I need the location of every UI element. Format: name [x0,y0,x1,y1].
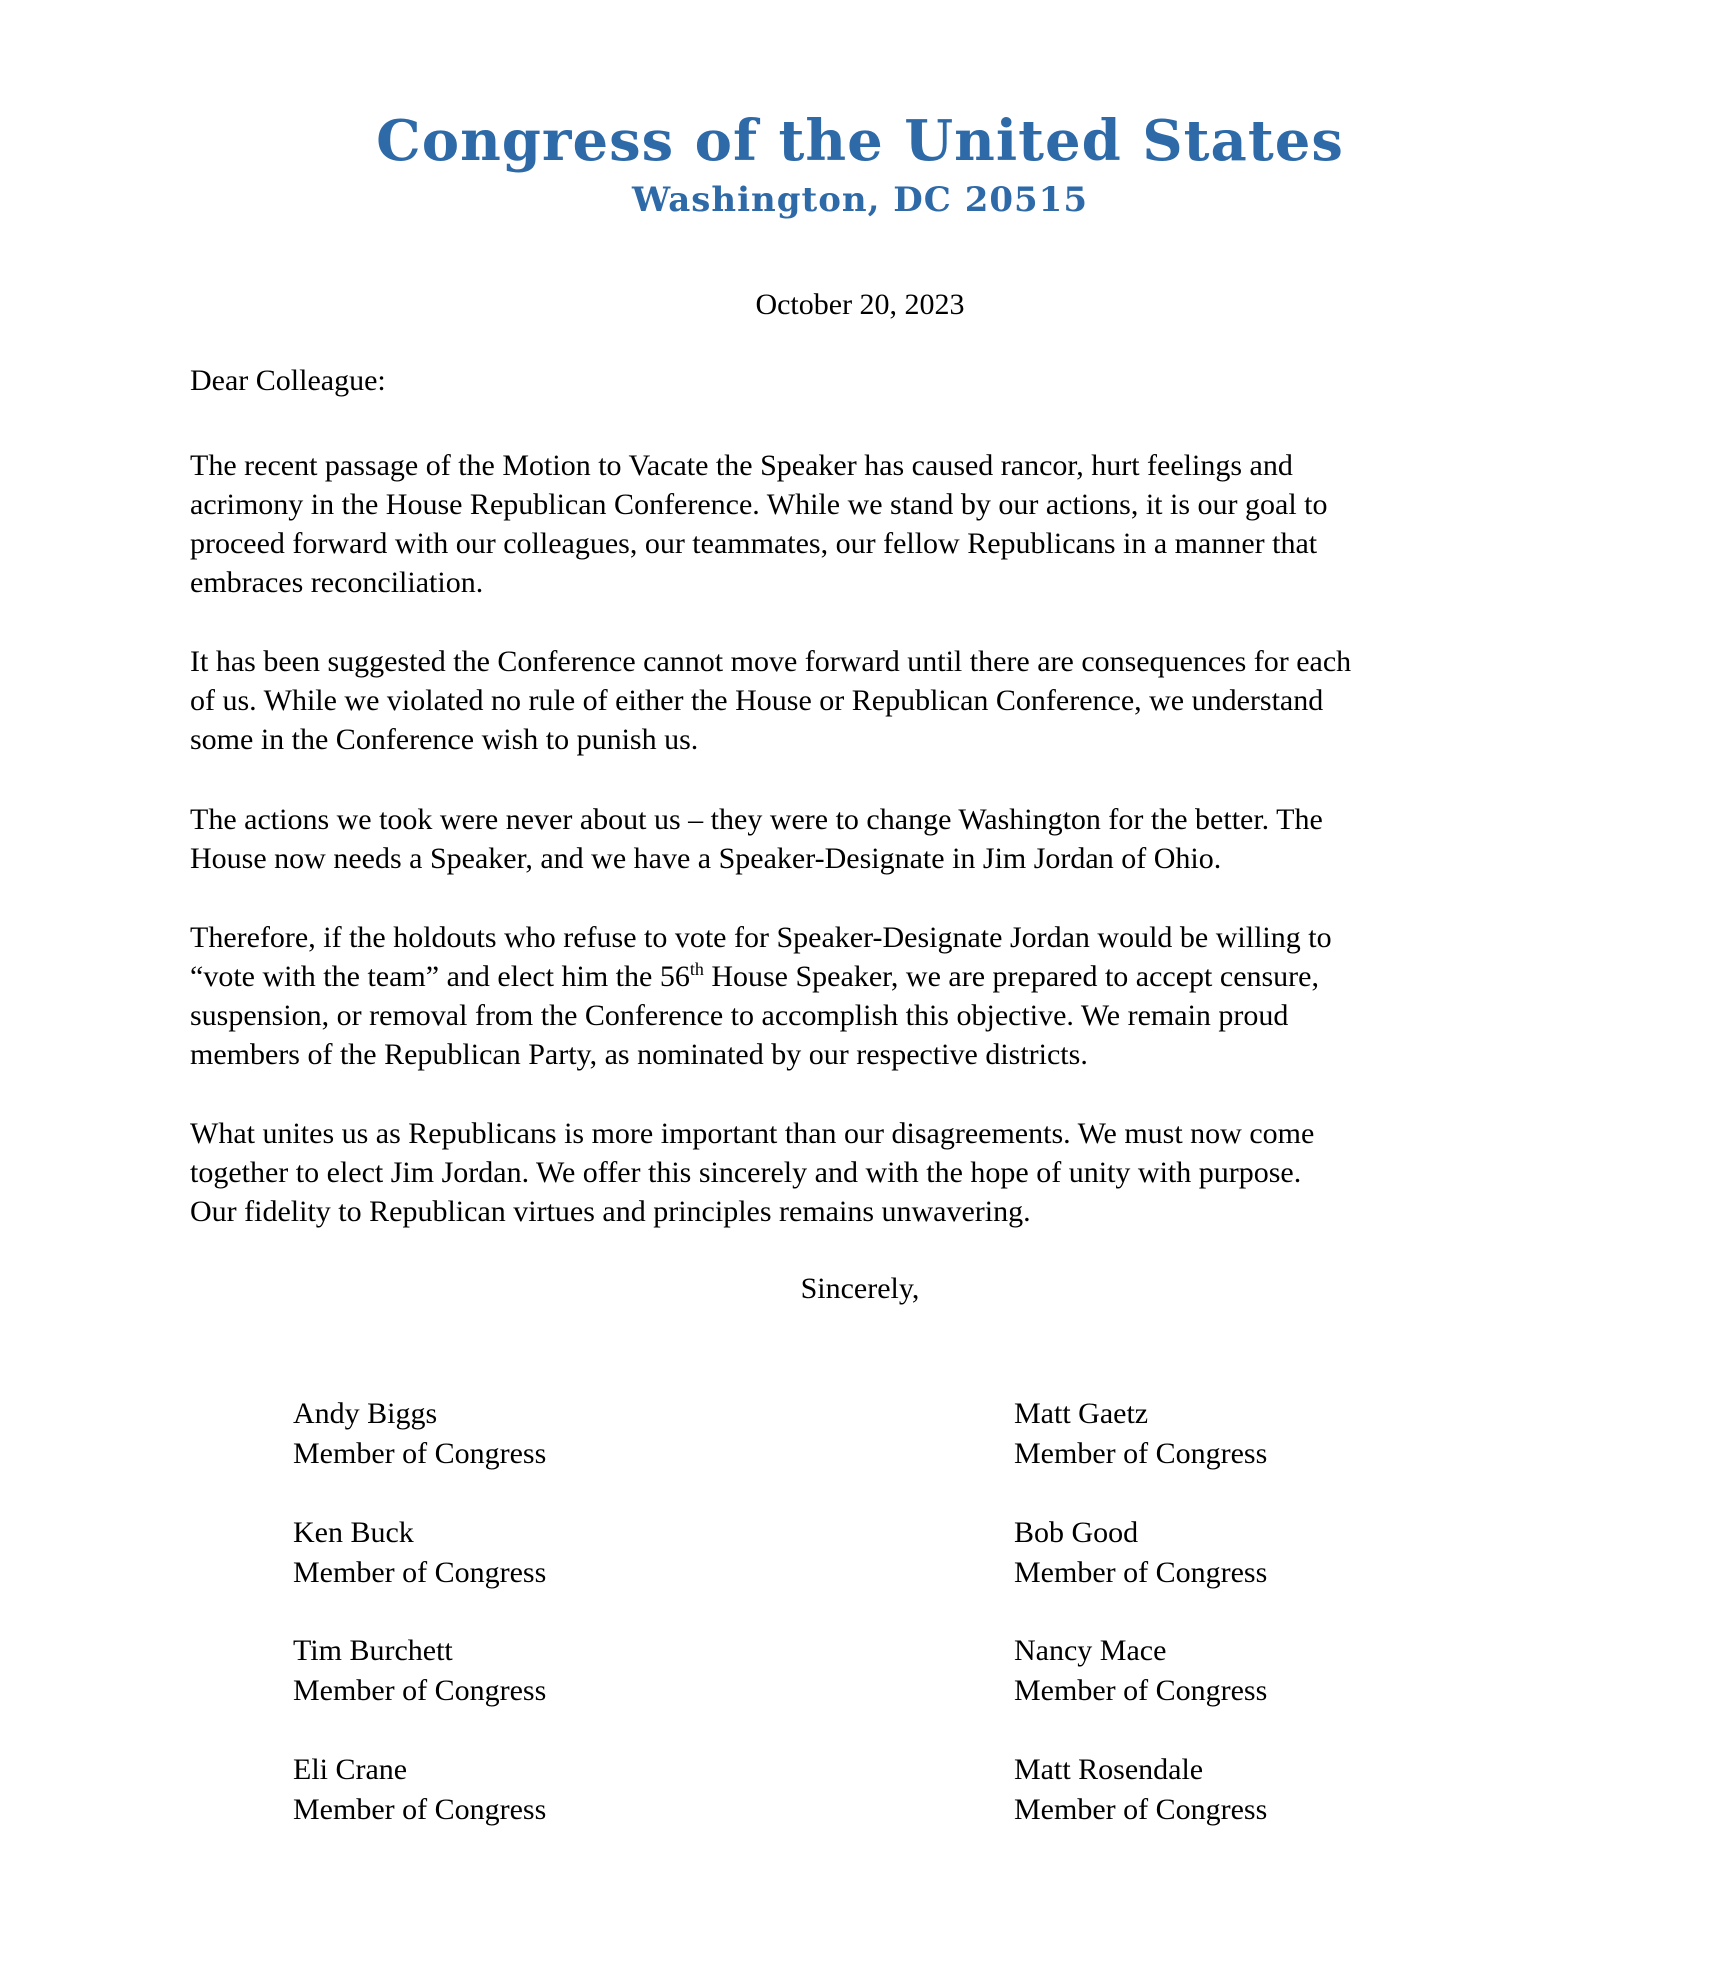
signatory-role: Member of Congress [1014,1437,1268,1470]
paragraph-2 [190,642,1540,759]
paragraph-line: What unites us as Republicans is more important than our disagreements. We must now come [190,1117,1315,1150]
signatory-role: Member of Congress [1014,1793,1268,1826]
paragraph-line: The actions we took were never about us – they were to change Washington for the better. The [190,803,1323,836]
signatory [1014,1631,1267,1711]
letterhead-title: Congress of the United States [376,108,1344,174]
paragraph-line: proceed forward with our colleagues, our teammates, our fellow Republicans in a manner that [190,527,1318,560]
paragraph-line: some in the Conference wish to punish us. [190,723,699,756]
paragraph-line: House now needs a Speaker, and we have a Speaker-Designate in Jim Jordan of Ohio. [190,842,1222,875]
paragraph-line: embraces reconciliation. [190,566,484,599]
paragraph-line [190,957,1540,996]
signatory-name: Andy Biggs [293,1397,438,1430]
paragraph-line: Therefore, if the holdouts who refuse to vote for Speaker-Designate Jordan would be willing to [190,921,1332,954]
signatory-name: Matt Rosendale [1014,1753,1204,1786]
paragraph-line: members of the Republican Party, as nominated by our respective districts. [190,1038,1088,1071]
signatory-role: Member of Congress [293,1556,547,1589]
signatory-name: Bob Good [1014,1516,1139,1549]
letter-date: October 20, 2023 [755,288,965,321]
signatory-role: Member of Congress [1014,1556,1268,1589]
line-text: House Speaker, we are prepared to accept censure, [703,960,1319,993]
paragraph-5 [190,1114,1540,1231]
paragraph-1 [190,446,1540,602]
paragraph-line: together to elect Jim Jordan. We offer this sincerely and with the hope of unity with purpose. [190,1156,1302,1189]
signatory [293,1513,546,1593]
paragraph-line: Our fidelity to Republican virtues and principles remains unwavering. [190,1195,1031,1228]
paragraph-line: suspension, or removal from the Conference to accomplish this objective. We remain proud [190,999,1289,1032]
signatory-name: Ken Buck [293,1516,414,1549]
signatory [1014,1750,1267,1830]
signatory [293,1394,546,1474]
paragraph-line: of us. While we violated no rule of either the House or Republican Conference, we understand [190,684,1324,717]
signatory-role: Member of Congress [1014,1674,1268,1707]
signatory [293,1750,546,1830]
signatory-name: Eli Crane [293,1753,408,1786]
paragraph-3 [190,800,1540,878]
paragraph-line: It has been suggested the Conference cannot move forward until there are consequences for each [190,645,1352,678]
signatory-role: Member of Congress [293,1437,547,1470]
paragraph-4 [190,918,1540,1074]
letterhead-address: Washington, DC 20515 [632,180,1088,220]
signatory [293,1631,546,1711]
signatory-role: Member of Congress [293,1674,547,1707]
ordinal-suffix: th [689,959,704,979]
signatory-name: Matt Gaetz [1014,1397,1149,1430]
signatory-name: Nancy Mace [1014,1634,1167,1667]
salutation: Dear Colleague: [190,364,386,397]
line-text: “vote with the team” and elect him the 56 [190,960,690,993]
signatory-role: Member of Congress [293,1793,547,1826]
signatory-name: Tim Burchett [293,1634,453,1667]
paragraph-line: acrimony in the House Republican Conference. While we stand by our actions, it is our goal to [190,488,1328,521]
signatory [1014,1394,1267,1474]
closing: Sincerely, [800,1272,920,1305]
signatory [1014,1513,1267,1593]
paragraph-line: The recent passage of the Motion to Vacate the Speaker has caused rancor, hurt feelings and [190,449,1293,482]
